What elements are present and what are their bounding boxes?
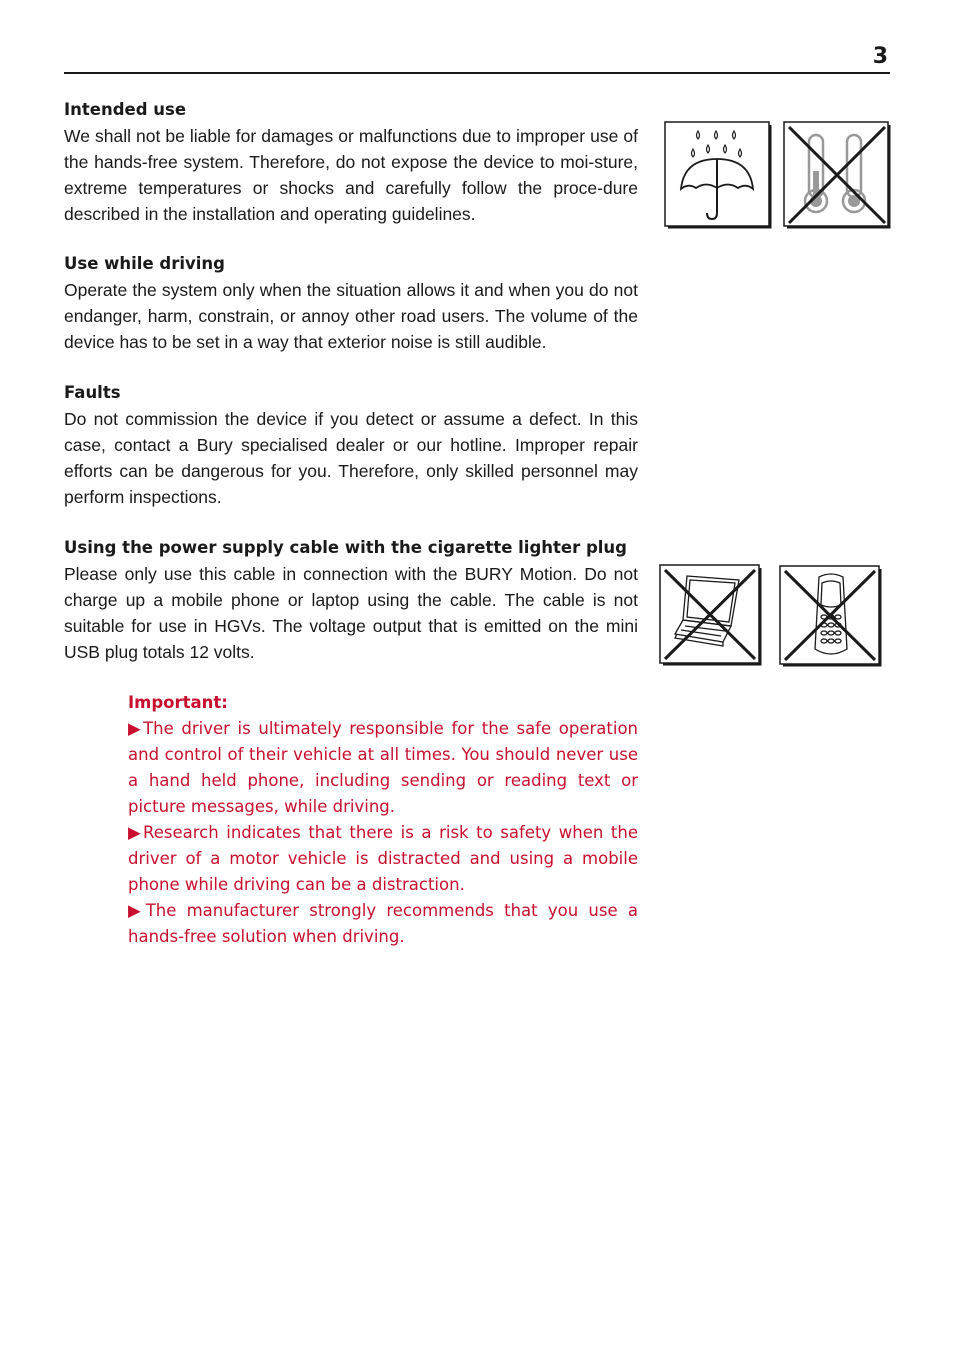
section-use-while-driving — [64, 251, 638, 355]
section-faults — [64, 380, 638, 510]
important-notice — [128, 690, 638, 950]
section-heading: Faults — [64, 383, 121, 402]
no-mobile-phone-icon — [779, 565, 882, 667]
section-body: Please only use this cable in connection with the BURY Motion. Do not charge up a mobile phone or laptop using the cable. The cable is not suitable for use in HGVs. The voltage output that is emitted on the mini USB plug totals 12 volts. — [64, 564, 638, 662]
section-body: Operate the system only when the situation allows it and when you do not endanger, harm, constrain, or annoy other road users. The volume of the device has to be set in a way that exterior noise is still audible. — [64, 280, 638, 352]
section-heading: Using the power supply cable with the cigarette lighter plug — [64, 538, 627, 557]
bullet-arrow-icon: ▶ — [128, 901, 146, 920]
important-item-text: The driver is ultimately responsible for the safe operation and control of their vehicle at all times. You should never use a hand held phone, including sending or reading text or picture messages, while driving. — [128, 719, 638, 816]
important-item — [128, 716, 638, 820]
no-temperature-icon — [783, 121, 891, 229]
no-laptop-icon — [659, 564, 762, 666]
section-power-cable — [64, 535, 638, 665]
important-item — [128, 820, 638, 898]
important-item-text: Research indicates that there is a risk to safety when the driver of a motor vehicle is distracted and using a mobile phone while driving can be a distraction. — [128, 823, 638, 894]
important-item-text: The manufacturer strongly recommends that you use a hands-free solution when driving. — [128, 901, 638, 946]
section-body: We shall not be liable for damages or malfunctions due to improper use of the hands-free system. Therefore, do not expose the device to moi-sture, extreme temperatures or shocks and carefully follow the proce-dure described in the installation and operating guidelines. — [64, 126, 638, 224]
section-heading: Intended use — [64, 100, 187, 119]
section-intended-use — [64, 97, 638, 227]
bullet-arrow-icon: ▶ — [128, 719, 144, 738]
section-body: Do not commission the device if you detect or assume a defect. In this case, contact a Bury specialised dealer or our hotline. Improper repair efforts can be dangerous for you. Therefore, only skilled personnel may perform inspections. — [64, 409, 638, 507]
bullet-arrow-icon: ▶ — [128, 823, 144, 842]
section-heading: Use while driving — [64, 254, 225, 273]
page-number: 3 — [872, 44, 888, 69]
header-rule — [64, 72, 890, 74]
important-heading: Important: — [128, 693, 228, 712]
umbrella-rain-icon — [664, 121, 772, 229]
important-item — [128, 898, 638, 950]
